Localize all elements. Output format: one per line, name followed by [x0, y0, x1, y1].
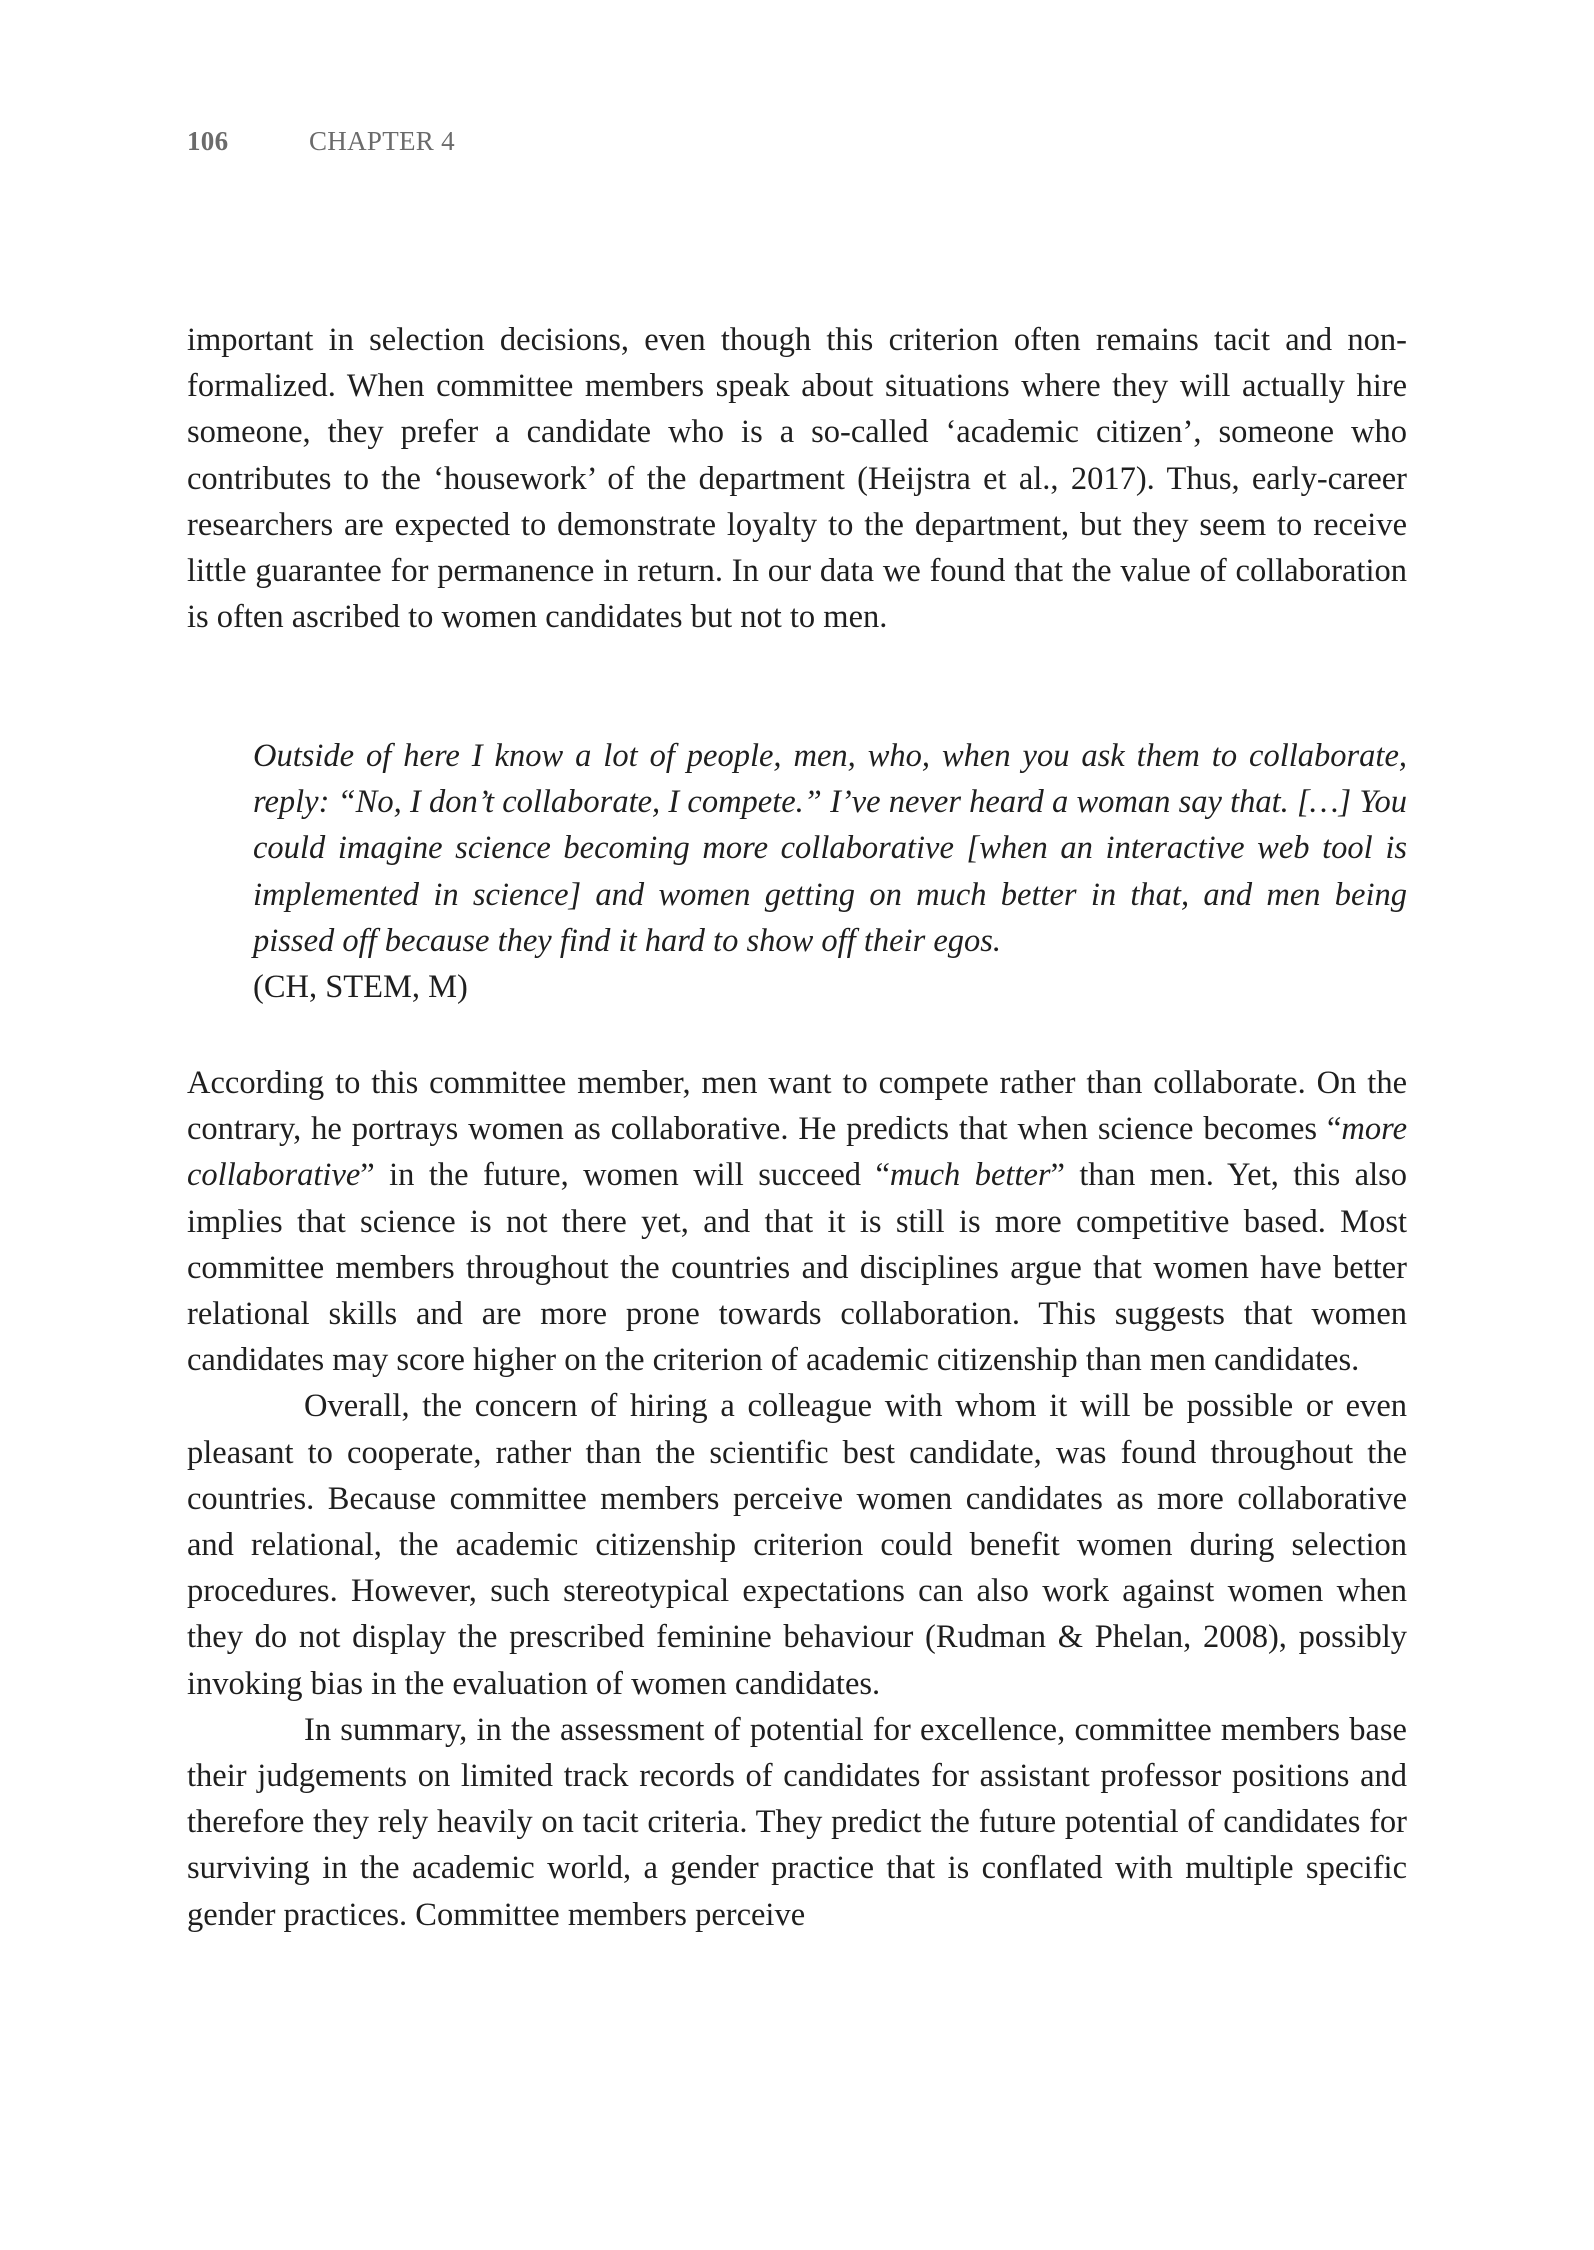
- body-paragraph: important in selection decisions, even though this criterion often remains tacit and non-formalized. When committee members speak about situations where they will actually hire someone, they prefer a candidate who is a so-called ‘academic citizen’, someone who contributes to the ‘housework’ of the department (Heijstra et al., 2017). Thus, early-career researchers are expected to demonstrate loyalty to the department, but they seem to receive little guarantee for permanence in return. In our data we found that the value of collaboration is often ascribed to women candidates but not to men.: [187, 322, 1407, 636]
- text-run: According to this committee member, men want to compete rather than collaborate. On the contrary, he portrays women as collaborative. He predicts that when science becomes “: [187, 1065, 1407, 1148]
- body-paragraph: [187, 1060, 1407, 1383]
- chapter-title: CHAPTER 4: [309, 126, 455, 156]
- emphasis-text: more collaborative: [187, 1111, 1407, 1194]
- text-run: ” in the future, women will succeed “: [360, 1157, 890, 1194]
- body-paragraph: In summary, in the assessment of potential for excellence, committee members base their judgements on limited track records of candidates for assistant professor positions and therefore they rely heavily on tacit criteria. They predict the future potential of candidates for surviving in the academic world, a gender practice that is conflated with multiple specific gender practices. Committee members perceive: [187, 1711, 1407, 1933]
- body-paragraph-1-container: [187, 317, 1407, 640]
- block-quote: [253, 733, 1407, 1010]
- body-paragraph: Overall, the concern of hiring a colleague with whom it will be possible or even pleasant to cooperate, rather than the scientific best candidate, was found throughout the countries. Because committee members perceive women candidates as more collaborative and relational, the academic citizenship criterion could benefit women during selection procedures. However, such stereotypical expectations can also work against women when they do not display the prescribed feminine behaviour (Rudman & Phelan, 2008), possibly invoking bias in the evaluation of women candidates.: [187, 1388, 1407, 1702]
- page-number: 106: [187, 126, 229, 156]
- text-run: ” than men. Yet, this also implies that science is not there yet, and that it is still is more competitive based. Most committee members throughout the countries and disciplines argue that women have better relational skills and are more prone towards collaboration. This suggests that women candidates may score higher on the criterion of academic citizenship than men candidates.: [187, 1157, 1407, 1379]
- quote-text: Outside of here I know a lot of people, men, who, when you ask them to collaborate, reply: “No, I don’t collaborate, I compete.” I’ve never heard a woman say that. […] You could imagine science becoming more collaborative [when an interactive web tool is implemented in science] and women getting on much better in that, and men being pissed off because they find it hard to show off their egos.: [253, 738, 1407, 959]
- quote-attribution: (CH, STEM, M): [253, 969, 468, 1006]
- running-head: [187, 126, 455, 157]
- body-paragraphs-container: [187, 1060, 1407, 1938]
- emphasis-text: much better: [889, 1157, 1051, 1194]
